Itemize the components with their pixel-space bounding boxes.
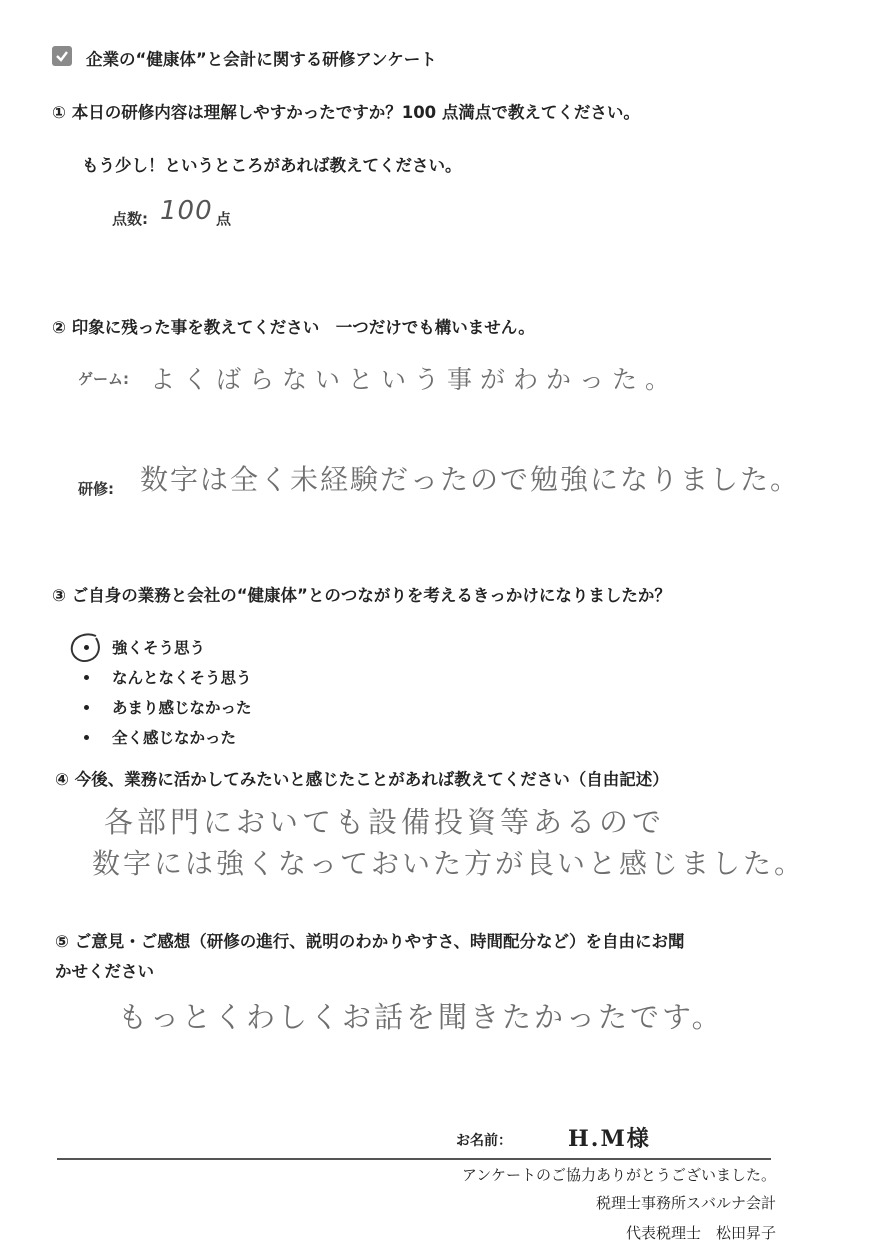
game-answer: よくばらないという事がわかった。 <box>150 365 679 394</box>
option-not-much: あまり感じなかった <box>112 699 252 717</box>
training-answer: 数字は全く未経験だったので勉強になりました。 <box>140 463 801 496</box>
name-label: お名前： <box>456 1133 512 1149</box>
training-label: 研修: <box>78 480 114 498</box>
q4-answer-line2: 数字には強くなっておいた方が良いと感じました。 <box>92 847 806 880</box>
option-strongly-agree: 強くそう思う <box>112 639 206 657</box>
thanks-text: アンケートのご協力ありがとうございました。 <box>461 1166 776 1184</box>
score-unit: 点 <box>216 210 232 228</box>
option-somewhat-agree: なんとなくそう思う <box>112 669 252 687</box>
option-bullet <box>84 645 89 650</box>
q4-question: ④ 今後、業務に活かしてみたいと感じたことがあれば教えてください（自由記述） <box>55 770 669 789</box>
checkbox-checked-icon <box>52 46 72 66</box>
firm-name: 税理士事務所スバルナ会計 <box>595 1194 776 1212</box>
q1-subtext: もう少し！というところがあれば教えてください。 <box>82 156 462 175</box>
q5-answer: もっとくわしくお話を聞きたかったです。 <box>118 1000 724 1034</box>
q5-question-line2: かせください <box>55 962 154 981</box>
q5-question-line1: ⑤ ご意見・ご感想（研修の進行、説明のわかりやすさ、時間配分など）を自由にお聞 <box>55 932 685 951</box>
representative-name: 代表税理士 松田昇子 <box>625 1224 776 1242</box>
divider <box>57 1158 771 1160</box>
game-label: ゲーム: <box>78 370 129 388</box>
option-bullet <box>84 735 89 740</box>
score-label: 点数: <box>112 210 148 228</box>
survey-title: 企業の“健康体”と会計に関する研修アンケート <box>86 50 437 69</box>
name-value: H.M様 <box>568 1126 651 1152</box>
q1-question: ① 本日の研修内容は理解しやすかったですか？100 点満点で教えてください。 <box>52 103 640 122</box>
q4-answer-line1: 各部門においても設備投資等あるので <box>104 805 666 839</box>
option-bullet <box>84 705 89 710</box>
q3-question: ③ ご自身の業務と会社の“健康体”とのつながりを考えるきっかけになりましたか？ <box>52 586 671 605</box>
option-not-at-all: 全く感じなかった <box>112 729 237 747</box>
q2-question: ② 印象に残った事を教えてください 一つだけでも構いません。 <box>52 318 535 337</box>
option-bullet <box>84 675 89 680</box>
score-value: 100 <box>160 196 213 226</box>
